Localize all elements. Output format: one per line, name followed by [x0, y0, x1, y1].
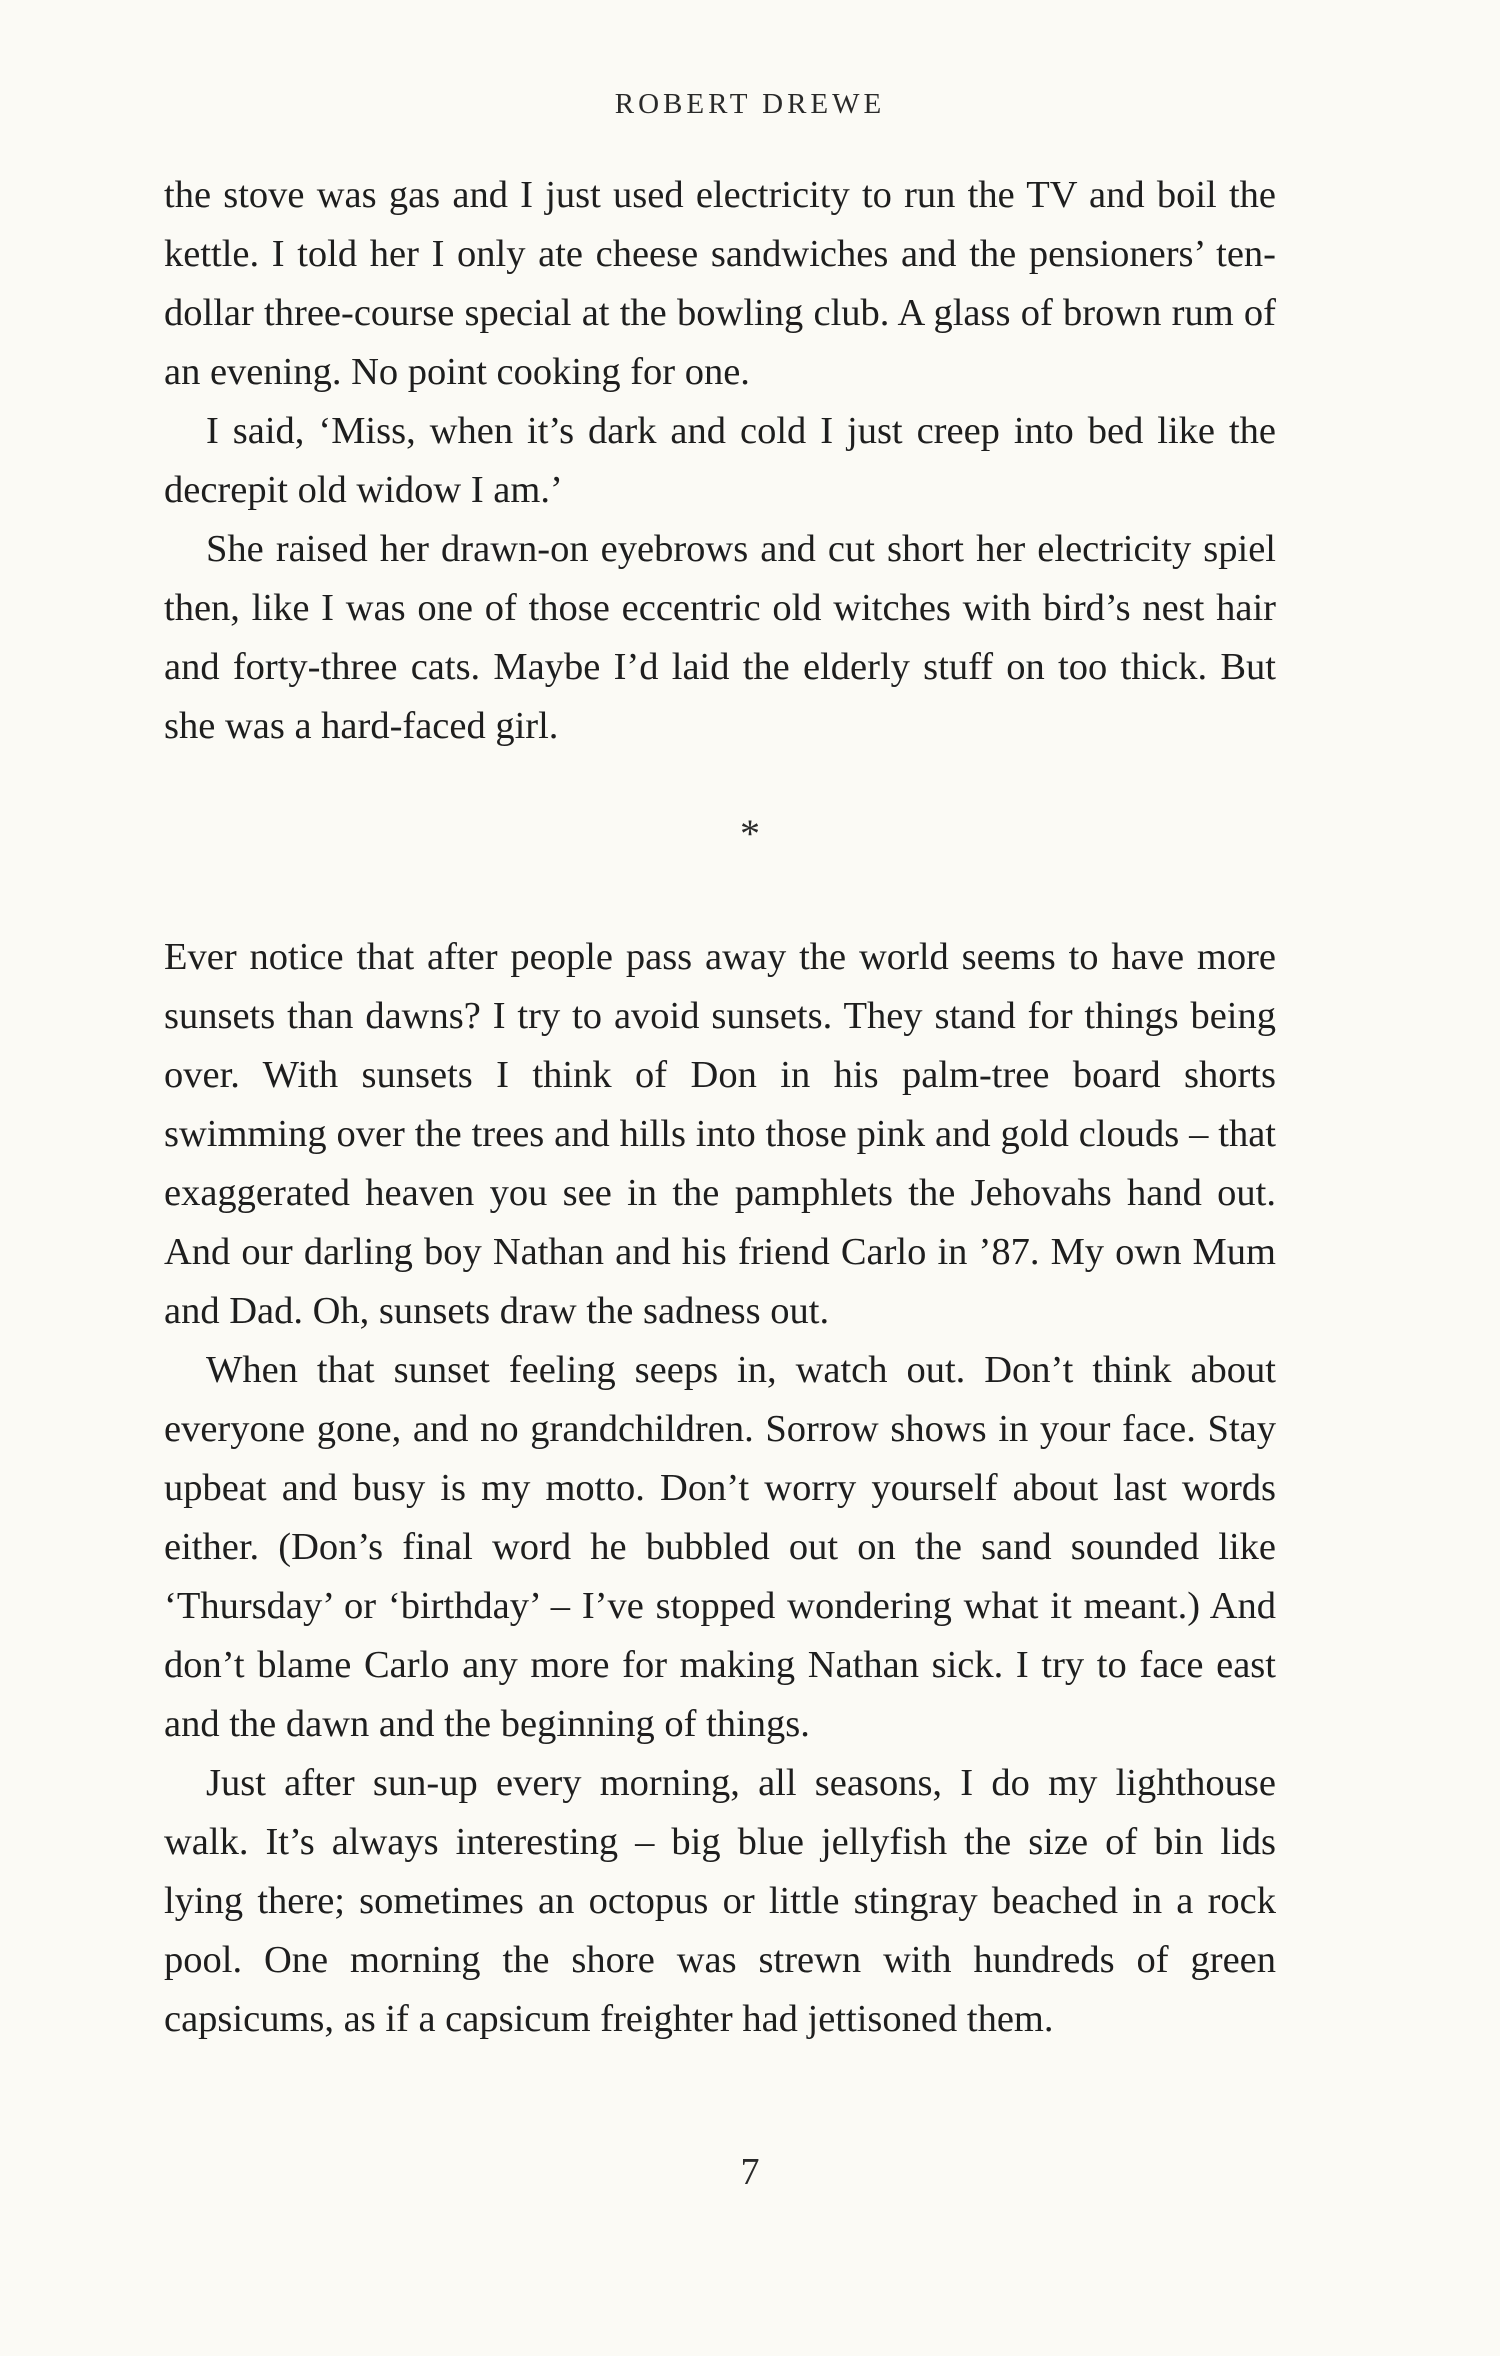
paragraph: Just after sun-up every morning, all seasons, I do my lighthouse walk. It’s always interesting – big blue jellyfish the size of bin lids lying there; sometimes an octopus or little stingray beached in a rock pool. One morning the shore was strewn with hundreds of green capsicums, as if a capsicum freighter had jettisoned them.	[164, 1762, 1276, 2040]
paragraph: When that sunset feeling seeps in, watch out. Don’t think about everyone gone, and no grandchildren. Sorrow shows in your face. Stay upbeat and busy is my motto. Don’t worry yourself about last words either. (Don’s final word he bubbled out on the sand sounded like ‘Thursday’ or ‘birthday’ – I’ve stopped wondering what it meant.) And don’t blame Carlo any more for making Nathan sick. I try to face east and the dawn and the beginning of things.	[164, 1349, 1276, 1745]
paragraph: She raised her drawn-on eyebrows and cut short her electricity spiel then, like I was one of those eccentric old witches with bird’s nest hair and forty-three cats. Maybe I’d laid the elderly stuff on too thick. But she was a hard-faced girl.	[164, 528, 1276, 747]
paragraph-section-opening: Ever notice that after people pass away the world seems to have more sunsets than dawns? I try to avoid sunsets. They stand for things being over. With sunsets I think of Don in his palm-tree board shorts swimming over the trees and hills into those pink and gold clouds – that exaggerated heaven you see in the pamphlets the Jehovahs hand out. And our darling boy Nathan and his friend Carlo in ’87. My own Mum and Dad. Oh, sunsets draw the sadness out.	[164, 936, 1276, 1332]
text-block-bottom	[164, 928, 1276, 2049]
paragraph: I said, ‘Miss, when it’s dark and cold I just creep into bed like the decrepit old widow I am.’	[164, 410, 1276, 511]
text-block-top	[164, 166, 1276, 756]
paragraph-continued: the stove was gas and I just used electricity to run the TV and boil the kettle. I told her I only ate cheese sandwiches and the pensioners’ ten-dollar three-course special at the bowling club. A glass of brown rum of an evening. No point cooking for one.	[164, 174, 1276, 393]
running-head: ROBERT DREWE	[614, 88, 886, 120]
page-number: 7	[740, 2151, 760, 2193]
section-break-asterisk: *	[740, 811, 760, 856]
